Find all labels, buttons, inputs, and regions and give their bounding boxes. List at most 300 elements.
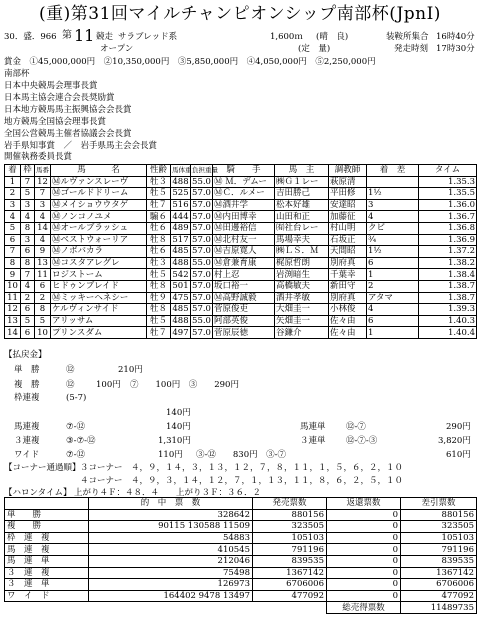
cell-jockey: 菅原辰徳 [213,327,275,339]
cell-bracket: 4 [21,280,35,292]
race-prefix: 第 [62,30,72,41]
sales-cell-refund-votes: 0 [327,521,401,533]
sponsor: 地方競馬全国協会理事長賞 [4,117,107,127]
cell-sex-age: 牡８ [147,280,171,292]
cell-margin: 1½ [367,188,419,200]
assembly-time: 16時40分 [436,32,475,42]
cell-owner: 吉田勝己 [275,188,329,200]
cell-body-weight: 485 [172,246,189,257]
sales-cell-winning-votes: 75498 [89,567,253,579]
sales-table [4,497,477,614]
sales-row [5,544,477,556]
cell-horse-number: 13 [35,257,51,269]
cell-horse-name: Ⓜコスタアレグレ [51,257,147,269]
cell-trainer: 村山明 [329,222,367,234]
cell-sex-age: 牡６ [147,246,171,258]
result-row [5,304,477,316]
cell-carried-weight: 57.0 [192,211,211,222]
cell-jockey: Ⓜ田邊裕信 [213,222,275,234]
furlong-text: 上がり４Ｆ：４８．４ 上がり３Ｆ：３６．２ [74,488,262,498]
sales-cell-winning-votes: 126973 [89,579,253,591]
cell-body-weight: 497 [172,327,189,338]
prize-line: 賞金 ①45,000,000円 ②10,350,000円 ③5,850,000円 ④4,050,000円 ⑤2,250,000円 [4,57,376,67]
sales-total-spacer [5,602,327,614]
race-code: 30．盛．966 [4,32,57,42]
cell-finish: 7 [5,246,21,258]
cell-sex-age: 牡８ [147,304,171,316]
cell-trainer: 別府真 [329,292,367,304]
sales-header-blank [5,498,89,510]
cell-bracket: 6 [21,327,35,339]
sales-cell-bet-type: 複 勝 [5,521,89,533]
cell-body-weight: 488 [172,176,189,187]
sales-cell-bet-type: ３ 連 複 [5,567,89,579]
sales-cell-bet-type: 枠 連 複 [5,532,89,544]
cell-horse-number: 4 [35,234,51,246]
sponsor: 全国公営競馬主催者協議会会長賞 [4,129,132,139]
payout-amount: 140円 [166,408,191,418]
result-row [5,292,477,304]
cell-body-weight: 542 [172,269,189,280]
cell-margin: 3 [367,199,419,211]
cell-sex-age: 牡５ [147,188,171,200]
cell-carried-weight: 55.0 [192,176,211,187]
cell-sex-age: 牡６ [147,222,171,234]
cell-bracket: 7 [21,176,35,188]
col-header-margin: 着 差 [367,165,419,177]
payout-label: 馬連複 [14,422,40,432]
sales-cell-net-votes: 6706006 [401,579,477,591]
sales-cell-sold-votes: 6706006 [253,579,327,591]
payout-label: 単 勝 [14,365,40,375]
payout-label: ワイド [14,450,40,460]
payout-combo: ⑦-⑫ [66,422,85,432]
sponsor: 日本地方競馬馬主振興協会会長賞 [4,105,132,115]
cell-bracket: 3 [21,234,35,246]
cell-finish: 14 [5,327,21,339]
cell-sex-age: 牡５ [147,269,171,281]
cell-time: 1.38.4 [419,269,477,281]
cell-time: 1.40.4 [419,327,477,339]
cell-margin: 1 [367,269,419,281]
payout-combo: ⑦-⑫ [66,450,85,460]
cell-bracket: 8 [21,222,35,234]
sales-total-value: 11489735 [401,602,477,614]
sales-row [5,579,477,591]
sponsor: 岩手県知事賞 ／ 岩手県馬主会会長賞 [4,141,158,151]
cell-margin: 4 [367,211,419,223]
payout-amount: 290円 [446,422,471,432]
col-header-time: タイム [419,165,477,177]
cell-margin: クビ [367,222,419,234]
cell-margin: 1 [367,327,419,339]
result-row [5,234,477,246]
cell-jockey: Ⓜ酒井学 [213,199,275,211]
race-class: オープン [100,44,134,54]
cell-bracket: 4 [21,211,35,223]
cell-finish: 1 [5,176,21,188]
cell-trainer: 佐々由 [329,327,367,339]
weather: (晴 良) [316,32,349,42]
cell-body-weight: 475 [172,292,189,303]
cell-trainer: 佐々由 [329,315,367,327]
payout-label: 枠連複 [14,393,40,403]
cell-margin: ¾ [367,234,419,246]
result-row [5,246,477,258]
cell-carried-weight: 57.0 [192,234,211,245]
sales-cell-refund-votes: 0 [327,555,401,567]
cell-sex-age: 牡７ [147,199,171,211]
cell-jockey: Ⓜ高野誠毅 [213,292,275,304]
cell-time: 1.39.3 [419,304,477,316]
cell-time: 1.40.3 [419,315,477,327]
cell-owner: 酒井孝敏 [275,292,329,304]
cell-horse-number: 9 [35,246,51,258]
cell-bracket: 8 [21,257,35,269]
cell-carried-weight: 57.0 [192,281,211,292]
sales-cell-winning-votes: 410545 [89,544,253,556]
payout-label: ３連単 [300,436,326,446]
payout-amount: 3,820円 [438,436,471,446]
sales-cell-winning-votes: 90115 130588 11509 [89,521,253,533]
col-header-owner: 馬 主 [275,165,329,177]
cell-jockey: Ⓜ Ｍ．デムー [213,176,275,188]
cell-body-weight: 525 [172,188,189,199]
cell-jockey: Ⓜ倉兼育康 [213,257,275,269]
cell-jockey: Ⓜ吉原寛人 [213,246,275,258]
sales-cell-refund-votes: 0 [327,544,401,556]
results-header-row [5,165,477,177]
cell-trainer: 平田修 [329,188,367,200]
race-type: サラブレッド系 [118,32,178,42]
post-time: 17時30分 [436,44,475,54]
cell-carried-weight: 57.0 [192,304,211,315]
cell-jockey: 坂口裕一 [213,280,275,292]
sales-cell-net-votes: 791196 [401,544,477,556]
cell-trainer: 萩原清 [329,176,367,188]
cell-time: 1.38.2 [419,257,477,269]
cell-time: 1.36.0 [419,199,477,211]
cell-horse-number: 8 [35,304,51,316]
cell-owner: 岩渕暗生 [275,269,329,281]
cell-carried-weight: 55.0 [192,257,211,268]
cell-finish: 11 [5,292,21,304]
cell-margin [367,176,419,188]
cell-margin: 4 [367,304,419,316]
cell-horse-number: 7 [35,188,51,200]
sales-header-winning: 的 中 票 数 [89,498,253,510]
sponsor: 日本馬主協会連合会長奨励賞 [4,93,115,103]
sales-cell-net-votes: 105103 [401,532,477,544]
cell-jockey: ⓂＣ．ルメー [213,188,275,200]
corner-order-4: ４コーナー ４，９，３，１４，１２，７，１，１３，１１，８，６，２，５，１０ [80,476,404,486]
race-number: 11 [74,26,95,45]
result-row [5,327,477,339]
cell-carried-weight: 57.0 [192,327,211,338]
cell-trainer: 天間昭 [329,246,367,258]
cell-margin: アタマ [367,292,419,304]
payout-combo: ⑫ [66,365,75,375]
cell-bracket: 5 [21,188,35,200]
sales-cell-sold-votes: 791196 [253,544,327,556]
cell-owner: ㈱Ｇ１レー [275,176,329,188]
cell-sex-age: 牡５ [147,315,171,327]
sales-cell-net-votes: 323505 [401,521,477,533]
cell-horse-number: 3 [35,199,51,211]
sales-header-row [5,498,477,510]
cell-finish: 3 [5,199,21,211]
result-row [5,211,477,223]
distance: 1,600ｍ [270,32,303,42]
cell-body-weight: 517 [172,234,189,245]
cell-horse-number: 4 [35,211,51,223]
cell-trainer: 別府真 [329,257,367,269]
cell-body-weight: 488 [172,315,189,326]
result-row [5,280,477,292]
sales-cell-net-votes: 1367142 [401,567,477,579]
cell-bracket: 6 [21,304,35,316]
cell-time: 1.36.8 [419,222,477,234]
col-header-jockey: 騎 手 [213,165,275,177]
sales-cell-winning-votes: 164402 9478 13497 [89,590,253,602]
cell-horse-name: ケルヴィンサイド [51,304,147,316]
sales-cell-bet-type: ３ 連 単 [5,579,89,591]
sales-row [5,521,477,533]
cell-jockey: 阿部英俊 [213,315,275,327]
payout-label: 複 勝 [14,380,40,390]
sales-header-sold: 発売票数 [253,498,327,510]
col-header-carried-weight: 負担重量 [192,166,218,175]
cell-margin: 6 [367,315,419,327]
payout-amount: 100円 [96,380,121,390]
sales-cell-sold-votes: 880156 [253,509,327,521]
col-header-body-weight: 馬体重 [172,166,192,175]
race-suffix: 競走 [96,32,114,42]
cell-margin: 1½ [367,246,419,258]
result-row [5,257,477,269]
cell-time: 1.35.3 [419,176,477,188]
cell-carried-weight: 57.0 [192,199,211,210]
sales-cell-net-votes: 839535 [401,555,477,567]
cell-carried-weight: 57.0 [192,292,211,303]
weight-rule: (定 量) [298,44,331,54]
cell-trainer: 新田守 [329,280,367,292]
payout-combo: ⑫-⑦ [346,422,366,432]
cell-sex-age: 牡３ [147,176,171,188]
cell-jockey: Ⓜ北村友一 [213,234,275,246]
sales-cell-sold-votes: 839535 [253,555,327,567]
payout-combo: ⑫-⑦-③ [346,436,378,446]
cell-jockey: Ⓜ内田博幸 [213,211,275,223]
cell-finish: 2 [5,188,21,200]
results-table [4,164,477,339]
sales-row [5,555,477,567]
sales-cell-refund-votes: 0 [327,579,401,591]
result-row [5,222,477,234]
sales-cell-refund-votes: 0 [327,509,401,521]
cell-trainer: 千葉幸 [329,269,367,281]
sales-header-refund: 返還票数 [327,498,401,510]
cell-owner: ㈱ＬＳ．Ｍ [275,246,329,258]
sales-cell-winning-votes: 54883 [89,532,253,544]
sales-cell-net-votes: 477092 [401,590,477,602]
sales-cell-sold-votes: 323505 [253,521,327,533]
cell-bracket: 5 [21,315,35,327]
payout-amount: 210円 [118,365,143,375]
sales-row [5,567,477,579]
payout-extra: ⑦ 100円 ③ 290円 [130,380,239,390]
cell-owner: 馬場幸夫 [275,234,329,246]
sales-header-net: 差引票数 [401,498,477,510]
payout-combo: ⑫ [66,380,75,390]
sales-cell-sold-votes: 477092 [253,590,327,602]
cell-horse-name: プリンスダム [51,327,147,339]
sales-cell-sold-votes: 105103 [253,532,327,544]
cell-bracket: 7 [21,269,35,281]
furlong-title: 【ハロンタイム】 [4,488,72,498]
cell-time: 1.36.7 [419,211,477,223]
payout-title: 【払戻金】 [4,350,47,360]
cell-owner: 梶原哲朗 [275,257,329,269]
cell-finish: 10 [5,280,21,292]
cell-finish: 6 [5,234,21,246]
col-header-horse-number: 馬番 [36,166,49,175]
cell-horse-number: 10 [35,327,51,339]
cell-carried-weight: 57.0 [192,269,211,280]
cell-horse-name: Ⓜオールブラッシュ [51,222,147,234]
cell-time: 1.36.9 [419,234,477,246]
cell-horse-name: Ⓜゴールドドリーム [51,188,147,200]
cell-body-weight: 485 [172,304,189,315]
cell-owner: 山田和正 [275,211,329,223]
assembly-label: 装鞍所集合 [386,32,429,42]
sales-row [5,590,477,602]
cell-finish: 13 [5,315,21,327]
cell-horse-number: 2 [35,292,51,304]
corner-title: 【コーナー通過順】 [4,463,81,473]
cell-horse-name: Ⓜノンコノユメ [51,211,147,223]
cell-carried-weight: 57.0 [192,246,211,257]
cell-horse-number: 12 [35,176,51,188]
cell-bracket: 6 [21,246,35,258]
payout-amount: 140円 [166,422,191,432]
cell-carried-weight: 55.0 [192,315,211,326]
sales-cell-sold-votes: 1367142 [253,567,327,579]
cell-owner: 矢畑圭一 [275,315,329,327]
cell-finish: 8 [5,257,21,269]
payout-amount: 1,310円 [158,436,191,446]
cell-time: 1.37.2 [419,246,477,258]
cell-finish: 4 [5,211,21,223]
sponsor: 開催執務委員長賞 [4,152,73,162]
cell-carried-weight: 57.0 [192,223,211,234]
cell-jockey: 菅原俊吏 [213,304,275,316]
sales-cell-bet-type: 馬 連 単 [5,555,89,567]
cell-time: 1.38.7 [419,292,477,304]
cell-horse-number: 11 [35,269,51,281]
payout-combo: (5-7) [66,393,87,403]
cell-body-weight: 489 [172,223,189,234]
cell-body-weight: 444 [172,211,189,222]
sponsor: 日本中央競馬会理事長賞 [4,81,98,91]
cell-trainer: 小林俊 [329,304,367,316]
payout-label: 馬連単 [300,422,326,432]
cell-body-weight: 488 [172,257,189,268]
result-row [5,269,477,281]
sales-cell-net-votes: 880156 [401,509,477,521]
cell-trainer: 安達昭 [329,199,367,211]
col-header-finish: 着 [5,165,21,177]
payout-label: ３連複 [14,436,40,446]
cell-owner: 松本好雄 [275,199,329,211]
sales-cell-bet-type: ワ イ ド [5,590,89,602]
sales-cell-refund-votes: 0 [327,567,401,579]
payout-extra: ③-⑫ 830円 ③-⑦ [196,450,286,460]
cell-sex-age: 牡８ [147,234,171,246]
col-header-sex-age: 性齢 [147,165,171,177]
cell-owner: ㈲社台レー [275,222,329,234]
cell-body-weight: 516 [172,199,189,210]
payout-amount: 610円 [446,450,471,460]
cell-owner: 高橋敏夫 [275,280,329,292]
cell-sex-age: 牡９ [147,292,171,304]
col-header-horse-name: 馬 名 [51,165,147,177]
cell-horse-number: 5 [35,315,51,327]
cell-finish: 12 [5,304,21,316]
cell-owner: 大畑圭一 [275,304,329,316]
sales-row [5,532,477,544]
corner-order-3: ３コーナー ４，９，１４，３，１３，１２，７，８，１１，１，５，６，２，１０ [80,463,404,473]
cell-time: 1.38.7 [419,280,477,292]
race-title: (重)第31回マイルチャンピオンシップ南部杯(JpnⅠ) [39,4,441,24]
cell-horse-number: 14 [35,222,51,234]
cell-horse-name: Ⓜメイショウウタゲ [51,199,147,211]
sales-cell-winning-votes: 212046 [89,555,253,567]
payout-amount: 110円 [158,450,183,460]
cell-margin: 2 [367,280,419,292]
sales-cell-winning-votes: 328642 [89,509,253,521]
result-row [5,315,477,327]
cell-sex-age: 牡３ [147,257,171,269]
cell-horse-name: ロジストーム [51,269,147,281]
cell-sex-age: 牡７ [147,327,171,339]
cell-trainer: 加藤征 [329,211,367,223]
cell-margin: 6 [367,257,419,269]
cell-finish: 9 [5,269,21,281]
cell-horse-name: アリッサム [51,315,147,327]
sales-row [5,509,477,521]
cell-owner: 谷鎌介 [275,327,329,339]
cell-horse-number: 6 [35,280,51,292]
cell-jockey: 村上忍 [213,269,275,281]
sales-cell-refund-votes: 0 [327,532,401,544]
sales-cell-bet-type: 単 勝 [5,509,89,521]
cell-horse-name: Ⓜベストウォーリア [51,234,147,246]
cell-trainer: 石坂正 [329,234,367,246]
sales-total-row [5,602,477,614]
cell-body-weight: 501 [172,281,189,292]
cell-time: 1.35.5 [419,188,477,200]
cell-horse-name: Ⓜノボバカラ [51,246,147,258]
col-header-bracket: 枠 [21,165,35,177]
sales-cell-bet-type: 馬 連 複 [5,544,89,556]
cell-horse-name: Ⓜミッキーヘネシー [51,292,147,304]
result-row [5,176,477,188]
sales-total-label: 総売得票数 [327,602,401,614]
sponsor: 南部杯 [4,69,30,79]
payout-combo: ③-⑦-⑫ [66,436,96,446]
cell-carried-weight: 57.0 [192,188,211,199]
